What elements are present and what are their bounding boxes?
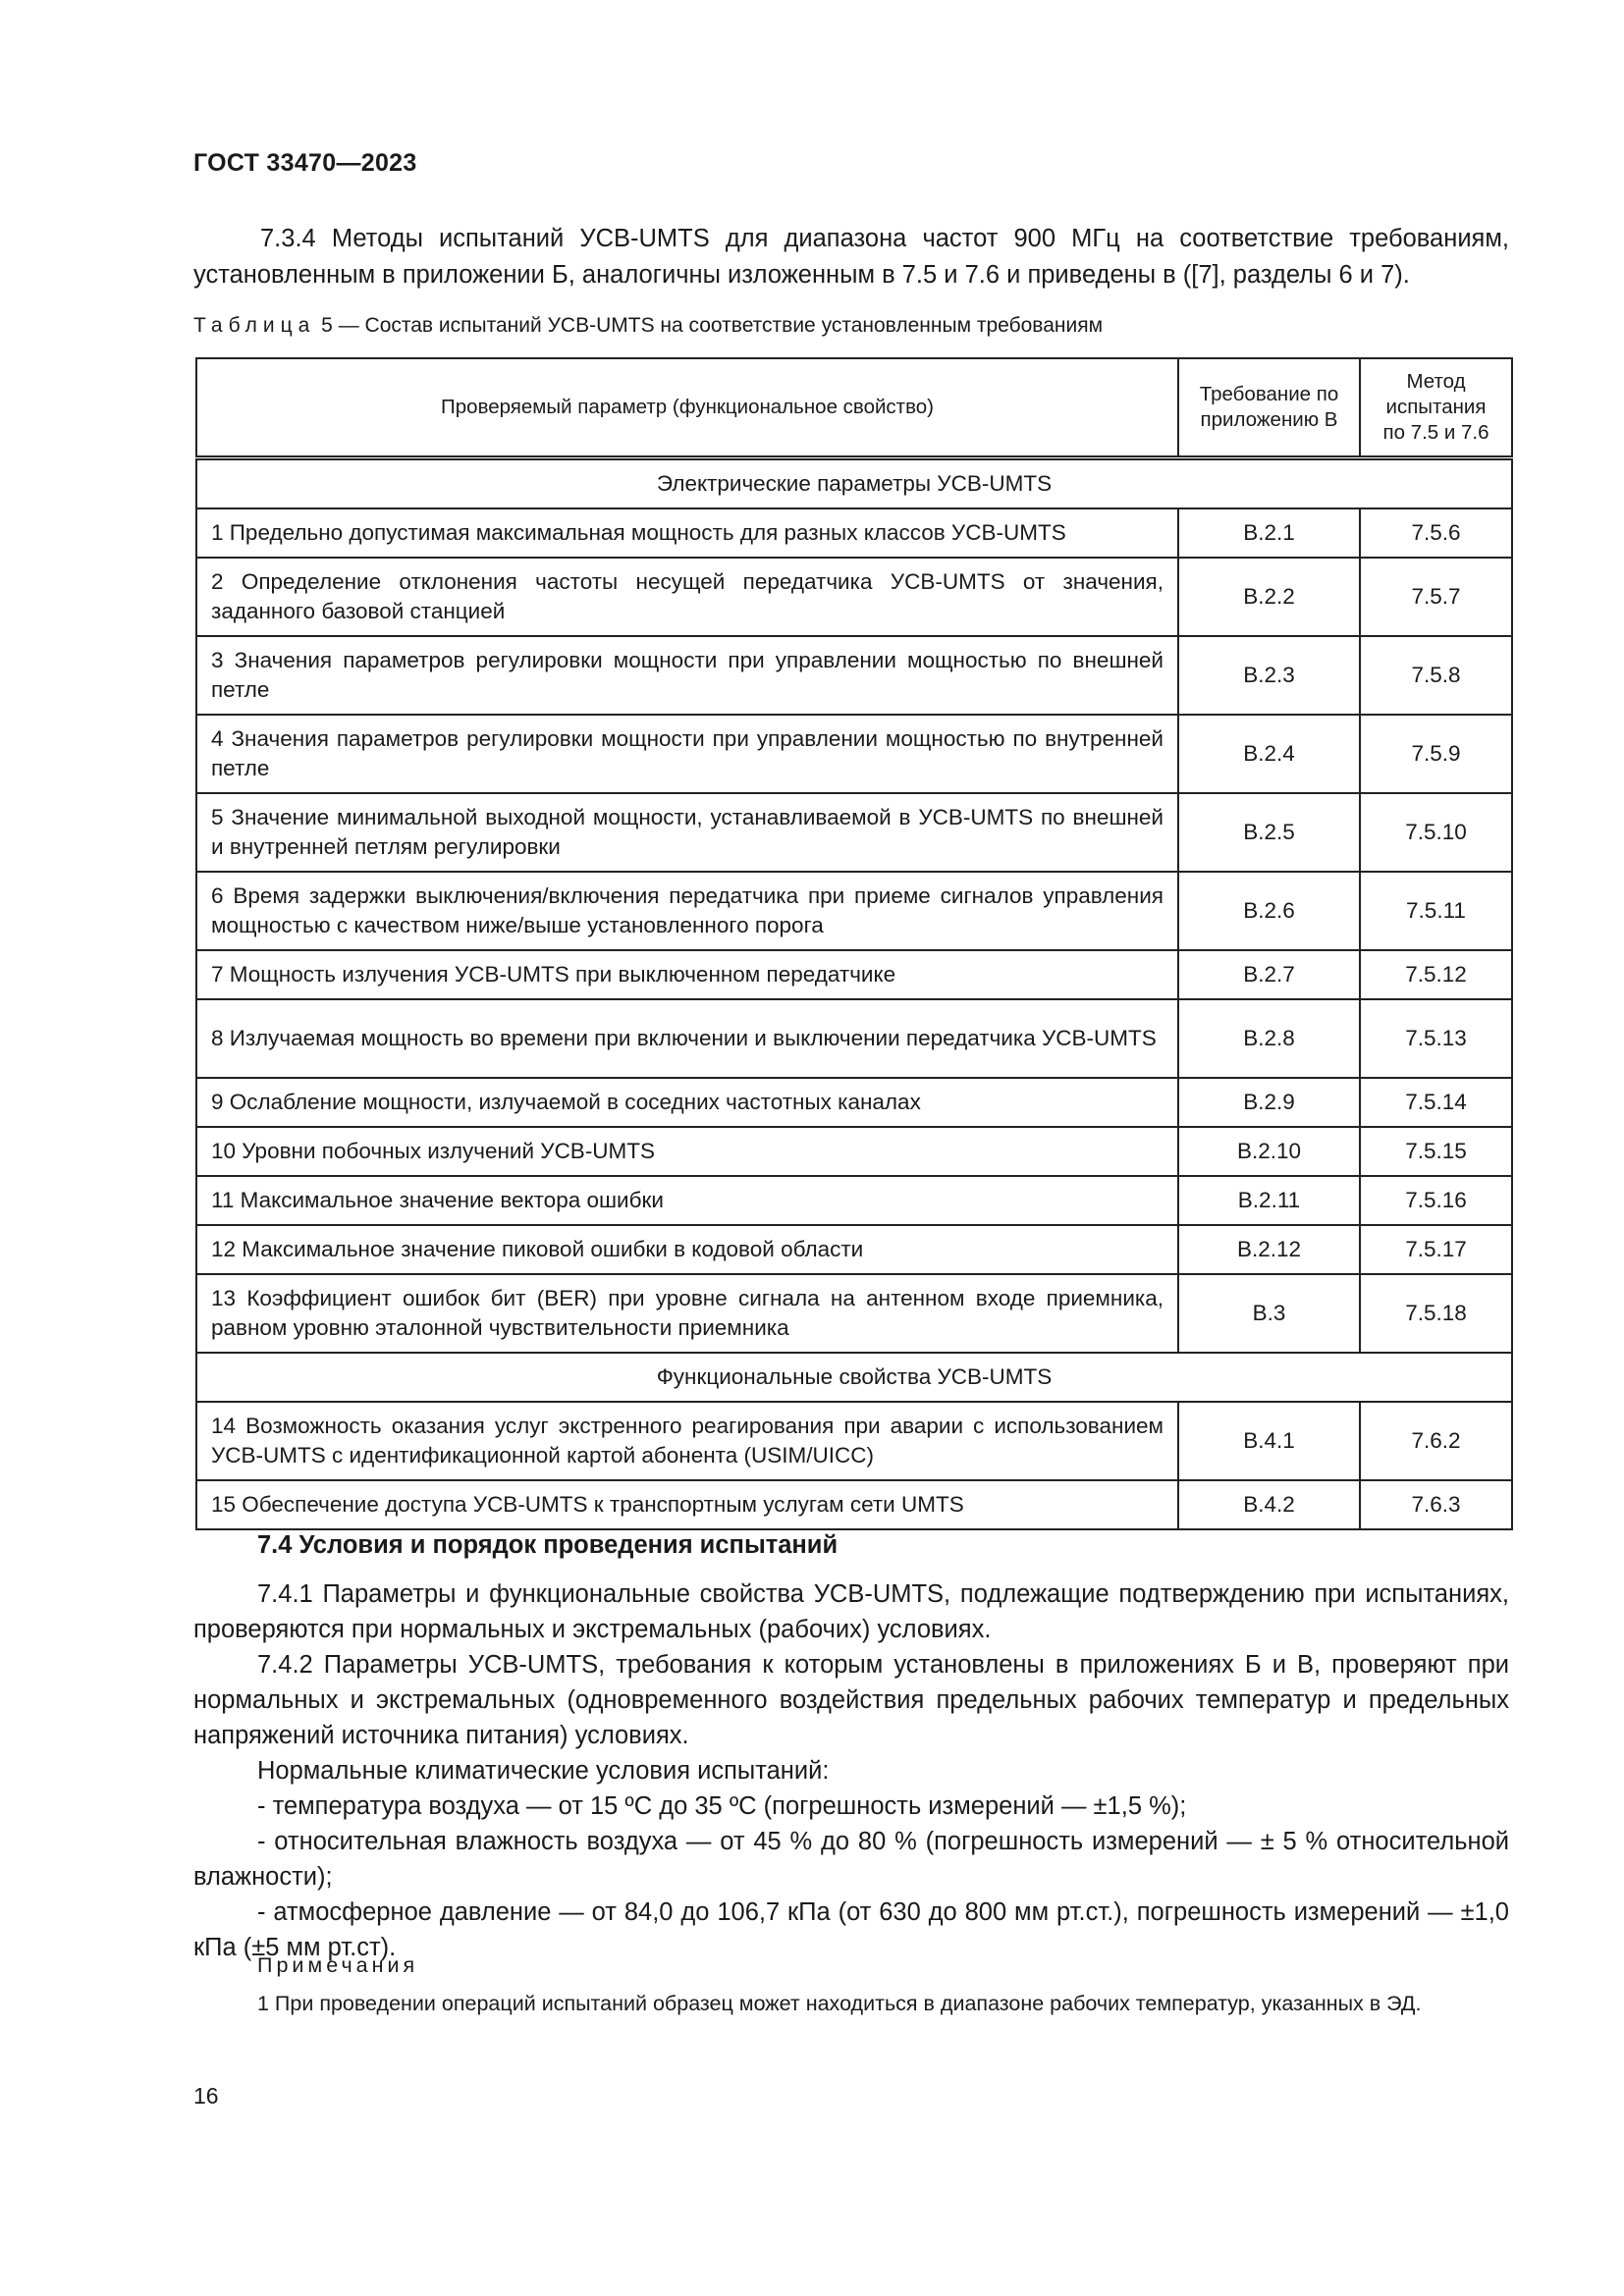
row-param: 13 Коэффициент ошибок бит (BER) при уровне сигнала на антенном входе приемника, равном уровню эталонной чувствительности приемника	[196, 1274, 1178, 1353]
row-requirement: В.2.7	[1178, 950, 1360, 999]
table-row	[196, 1274, 1512, 1353]
document-header: ГОСТ 33470—2023	[193, 149, 417, 177]
row-requirement: В.2.10	[1178, 1127, 1360, 1176]
table-header-row	[196, 358, 1512, 458]
note-1	[193, 1989, 1509, 2019]
table-row	[196, 793, 1512, 872]
row-requirement: В.2.11	[1178, 1176, 1360, 1225]
row-method: 7.5.18	[1360, 1274, 1512, 1353]
row-requirement: В.2.2	[1178, 558, 1360, 636]
intro-text: 7.3.4 Методы испытаний УСВ-UMTS для диапазона частот 900 МГц на соответствие требованиям, установленным в приложении Б, аналогичны изложенным в 7.5 и 7.6 и приведены в ([7], разделы 6 и 7).	[193, 225, 1509, 289]
section-electrical: Электрические параметры УСВ-UMTS	[196, 458, 1512, 509]
header-requirement: Требование по приложению В	[1178, 358, 1360, 458]
row-requirement: В.4.2	[1178, 1480, 1360, 1529]
paragraph-7-4-2: 7.4.2 Параметры УСВ-UMTS, требования к которым установлены в приложениях Б и В, проверяют при нормальных и экстремальных (одновременного воздействия предельных рабочих температур и предельных напряжений источника питания) условиях.	[193, 1651, 1509, 1749]
header-param: Проверяемый параметр (функциональное свойство)	[196, 358, 1178, 458]
table-section-row	[196, 458, 1512, 509]
table-caption-label: Таблица	[193, 314, 316, 337]
header-method: Метод испытания по 7.5 и 7.6	[1360, 358, 1512, 458]
table-row	[196, 1402, 1512, 1480]
list-item-pressure: - атмосферное давление — от 84,0 до 106,7 кПа (от 630 до 800 мм рт.ст.), погрешность измерений — ±1,0 кПа (±5 мм рт.ст).	[193, 1898, 1509, 1961]
row-requirement: В.2.6	[1178, 872, 1360, 950]
row-requirement: В.2.4	[1178, 715, 1360, 793]
row-method: 7.5.9	[1360, 715, 1512, 793]
row-method: 7.5.11	[1360, 872, 1512, 950]
row-method: 7.5.17	[1360, 1225, 1512, 1274]
row-param: 8 Излучаемая мощность во времени при включении и выключении передатчика УСВ-UMTS	[196, 999, 1178, 1078]
row-method: 7.6.3	[1360, 1480, 1512, 1529]
row-param: 3 Значения параметров регулировки мощности при управлении мощностью по внешней петле	[196, 636, 1178, 715]
row-param: 9 Ослабление мощности, излучаемой в соседних частотных каналах	[196, 1078, 1178, 1127]
row-method: 7.5.16	[1360, 1176, 1512, 1225]
row-requirement: В.4.1	[1178, 1402, 1360, 1480]
row-requirement: В.2.9	[1178, 1078, 1360, 1127]
table-row	[196, 558, 1512, 636]
paragraph-7-4-1: 7.4.1 Параметры и функциональные свойства УСВ-UMTS, подлежащие подтверждению при испытаниях, проверяются при нормальных и экстремальных (рабочих) условиях.	[193, 1580, 1509, 1643]
row-param: 5 Значение минимальной выходной мощности, устанавливаемой в УСВ-UMTS по внешней и внутренней петлям регулировки	[196, 793, 1178, 872]
row-method: 7.5.8	[1360, 636, 1512, 715]
notes-title: Примечания	[257, 1953, 419, 1977]
row-param: 2 Определение отклонения частоты несущей передатчика УСВ-UMTS от значения, заданного базовой станцией	[196, 558, 1178, 636]
table-row	[196, 508, 1512, 558]
table-row	[196, 1480, 1512, 1529]
row-param: 12 Максимальное значение пиковой ошибки в кодовой области	[196, 1225, 1178, 1274]
list-item-temperature: - температура воздуха — от 15 ºС до 35 ºС (погрешность измерений — ±1,5 %);	[257, 1792, 1187, 1820]
section-functional: Функциональные свойства УСВ-UMTS	[196, 1353, 1512, 1402]
row-param: 11 Максимальное значение вектора ошибки	[196, 1176, 1178, 1225]
requirements-table	[195, 357, 1513, 1530]
row-method: 7.5.14	[1360, 1078, 1512, 1127]
section-7-4-title: 7.4 Условия и порядок проведения испытаний	[257, 1531, 839, 1559]
row-requirement: В.3	[1178, 1274, 1360, 1353]
table-row	[196, 1176, 1512, 1225]
row-method: 7.5.12	[1360, 950, 1512, 999]
table-row	[196, 999, 1512, 1078]
row-param: 4 Значения параметров регулировки мощности при управлении мощностью по внутренней петле	[196, 715, 1178, 793]
list-item-humidity: - относительная влажность воздуха — от 45 % до 80 % (погрешность измерений — ± 5 % относительной влажности);	[193, 1828, 1509, 1891]
row-method: 7.5.15	[1360, 1127, 1512, 1176]
table-row	[196, 950, 1512, 999]
row-param: 10 Уровни побочных излучений УСВ-UMTS	[196, 1127, 1178, 1176]
row-method: 7.5.10	[1360, 793, 1512, 872]
table-caption	[193, 314, 1103, 338]
table-section-row	[196, 1353, 1512, 1402]
row-method: 7.5.6	[1360, 508, 1512, 558]
row-method: 7.6.2	[1360, 1402, 1512, 1480]
row-requirement: В.2.8	[1178, 999, 1360, 1078]
page-number: 16	[193, 2083, 219, 2109]
table-row	[196, 872, 1512, 950]
row-method: 7.5.7	[1360, 558, 1512, 636]
table-row	[196, 1078, 1512, 1127]
table-row	[196, 636, 1512, 715]
row-requirement: В.2.5	[1178, 793, 1360, 872]
row-param: 14 Возможность оказания услуг экстренного реагирования при аварии с использованием УСВ-UMTS с идентификационной картой абонента (USIM/UICC)	[196, 1402, 1178, 1480]
paragraph-normal-conditions: Нормальные климатические условия испытаний:	[257, 1757, 830, 1785]
table-caption-text: 5 — Состав испытаний УСВ-UMTS на соответствие установленным требованиям	[315, 314, 1104, 337]
section-7-4-body	[193, 1576, 1509, 1965]
row-requirement: В.2.12	[1178, 1225, 1360, 1274]
row-method: 7.5.13	[1360, 999, 1512, 1078]
row-param: 6 Время задержки выключения/включения передатчика при приеме сигналов управления мощностью с качеством ниже/выше установленного порога	[196, 872, 1178, 950]
table-row	[196, 715, 1512, 793]
note-1-text: 1 При проведении операций испытаний образец может находиться в диапазоне рабочих температур, указанных в ЭД.	[257, 1992, 1422, 2015]
row-param: 1 Предельно допустимая максимальная мощность для разных классов УСВ-UMTS	[196, 508, 1178, 558]
row-param: 15 Обеспечение доступа УСВ-UMTS к транспортным услугам сети UMTS	[196, 1480, 1178, 1529]
table-row	[196, 1127, 1512, 1176]
intro-paragraph	[193, 221, 1509, 294]
row-requirement: В.2.1	[1178, 508, 1360, 558]
row-requirement: В.2.3	[1178, 636, 1360, 715]
row-param: 7 Мощность излучения УСВ-UMTS при выключенном передатчике	[196, 950, 1178, 999]
table-row	[196, 1225, 1512, 1274]
